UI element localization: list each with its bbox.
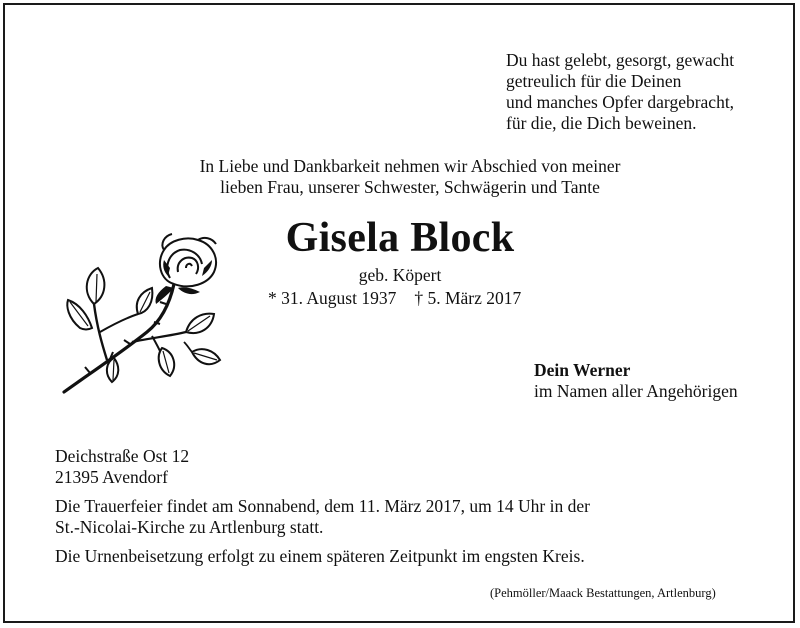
rose-illustration-icon [52,232,230,402]
intro-line: In Liebe und Dankbarkeit nehmen wir Abschied von meiner [199,156,621,176]
poem-line: für die, die Dich beweinen. [506,113,697,133]
maiden-name: geb. Köpert [358,265,442,285]
birth-date: * 31. August 1937 [268,288,397,308]
address-block [55,446,189,488]
intro-line: lieben Frau, unserer Schwester, Schwägerin und Tante [220,177,600,197]
urn-burial-note: Die Urnenbeisetzung erfolgt zu einem späteren Zeitpunkt im engsten Kreis. [55,546,585,566]
poem-line: und manches Opfer dargebracht, [506,92,735,112]
life-dates [268,288,521,309]
signature-name: Dein Werner [534,360,631,380]
poem-line: Du hast gelebt, gesorgt, gewacht [506,50,735,70]
ceremony-info [55,496,590,538]
poem-line: getreulich für die Deinen [506,71,682,91]
intro-text [160,156,660,198]
deceased-name: Gisela Block [285,215,515,261]
address-city: 21395 Avendorf [55,467,168,487]
poem [506,50,734,134]
address-street: Deichstraße Ost 12 [55,446,190,466]
death-date: † 5. März 2017 [414,288,522,308]
signature-subline: im Namen aller Angehörigen [534,381,738,401]
ceremony-line: St.-Nicolai-Kirche zu Artlenburg statt. [55,517,324,537]
ceremony-line: Die Trauerfeier findet am Sonnabend, dem 11. März 2017, um 14 Uhr in der [55,496,590,516]
undertaker-credit: (Pehmöller/Maack Bestattungen, Artlenburg) [490,586,716,600]
